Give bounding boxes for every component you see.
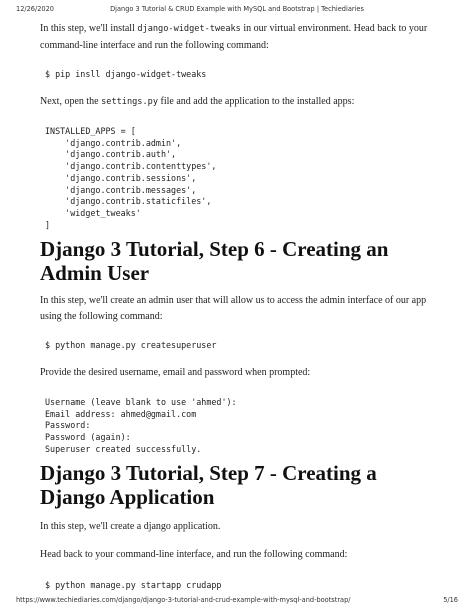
paragraph-admin: In this step, we'll create an admin user that will allow us to access the admin interface of our app using the following command: (40, 295, 427, 322)
page-number: 5/16 (443, 596, 458, 604)
paragraph-settings: Next, open the settings.py file and add the application to the installed apps: (40, 96, 355, 107)
footer-url: https://www.techiediaries.com/django/django-3-tutorial-and-crud-example-with-mysql-and-bootstrap/ (16, 596, 351, 604)
code-block-installed-apps: INSTALLED_APPS = [ 'django.contrib.admin', 'django.contrib.auth', 'django.contrib.contenttypes', 'django.contrib.sessions', 'django.contrib.messages', 'django.contrib.staticfiles', 'widget_tweaks' ] (45, 126, 217, 230)
page-header (0, 5, 474, 17)
print-title: Django 3 Tutorial & CRUD Example with MySQL and Bootstrap | Techiediaries (110, 5, 364, 13)
heading-step-6: Django 3 Tutorial, Step 6 - Creating an Admin User (40, 237, 389, 285)
page-footer (0, 596, 474, 608)
code-block-pip: $ pip insll django-widget-tweaks (45, 69, 207, 79)
paragraph-head-back: Head back to your command-line interface, and run the following command: (40, 549, 348, 560)
code-block-prompt-output: Username (leave blank to use 'ahmed'): Email address: ahmed@gmail.com Password: Password (again): Superuser created successfully. (45, 397, 237, 454)
heading-step-7: Django 3 Tutorial, Step 7 - Creating a Django Application (40, 461, 377, 509)
paragraph-create-app: In this step, we'll create a django application. (40, 521, 221, 532)
code-block-createsuperuser: $ python manage.py createsuperuser (45, 340, 217, 350)
inline-code: django-widget-tweaks (137, 24, 241, 34)
paragraph-credentials: Provide the desired username, email and password when prompted: (40, 367, 311, 378)
paragraph-install: In this step, we'll install django-widget-tweaks in our virtual environment. Head back to your command-line interface and run the following command: (40, 23, 428, 51)
inline-code: settings.py (101, 97, 159, 107)
print-date: 12/26/2020 (16, 5, 55, 13)
code-block-startapp: $ python manage.py startapp crudapp (45, 580, 222, 590)
